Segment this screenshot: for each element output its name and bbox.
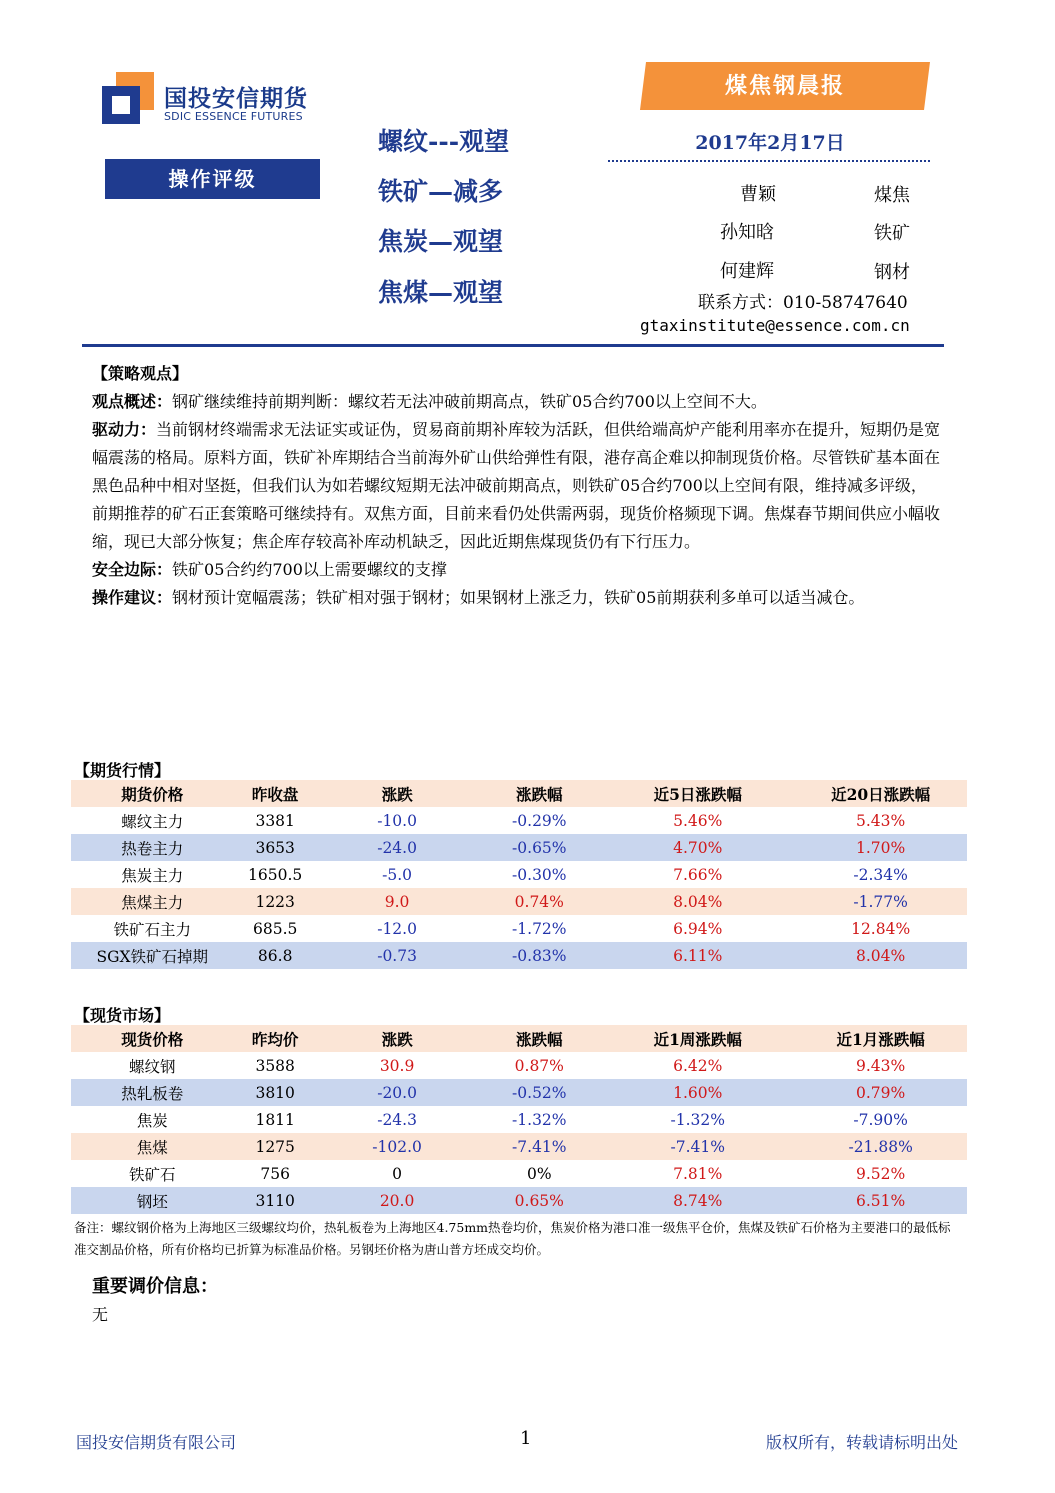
cell: -20.0	[317, 1079, 478, 1106]
cell: 螺纹主力	[121, 812, 184, 831]
cell: 焦煤	[71, 1133, 234, 1160]
cell: -0.30%	[512, 865, 567, 884]
cell: 0.79%	[794, 1079, 967, 1106]
cell: 5.43%	[856, 811, 906, 830]
cell: 钢坯	[71, 1187, 234, 1214]
cell: -10.0	[377, 811, 417, 830]
contact-phone: 联系方式：010-58747640	[698, 293, 908, 313]
cell: 4.70%	[601, 834, 794, 861]
key-info-title: 重要调价信息：	[92, 1276, 218, 1297]
cell: 1650.5	[248, 865, 303, 884]
column-header: 涨跌幅	[477, 780, 601, 807]
author-area: 煤焦	[874, 185, 910, 206]
cell: -0.73	[317, 942, 478, 969]
column-header: 昨均价	[234, 1025, 317, 1052]
table-row	[71, 1187, 967, 1214]
cell: -24.0	[317, 834, 478, 861]
cell: -21.88%	[794, 1133, 967, 1160]
advice-text: 钢材预计宽幅震荡；铁矿相对强于钢材；如果钢材上涨乏力，铁矿05前期获利多单可以适当减仓。	[172, 588, 865, 607]
cell: 6.11%	[601, 942, 794, 969]
table-row	[71, 861, 967, 888]
safety-label: 安全边际：	[92, 560, 173, 579]
cell: 8.74%	[601, 1187, 794, 1214]
cell: -2.34%	[853, 865, 908, 884]
logo-mark-icon	[102, 72, 154, 124]
cell: -0.52%	[477, 1079, 601, 1106]
cell: 3381	[255, 811, 295, 830]
column-header: 近5日涨跌幅	[601, 780, 794, 807]
table-row	[71, 1052, 967, 1079]
dotted-divider	[608, 160, 930, 162]
strategy-title: 【策略观点】	[92, 364, 189, 383]
column-header: 昨收盘	[234, 780, 317, 807]
safety-text: 铁矿05合约约700以上需要螺纹的支撑	[172, 560, 447, 579]
cell: 铁矿石主力	[113, 920, 192, 939]
cell: -0.65%	[477, 834, 601, 861]
cell: 685.5	[252, 919, 298, 938]
company-logo	[102, 72, 322, 132]
cell: -5.0	[382, 865, 413, 884]
cell: 3810	[234, 1079, 317, 1106]
cell: -7.41%	[601, 1133, 794, 1160]
cell: 20.0	[317, 1187, 478, 1214]
advice-label: 操作建议：	[92, 588, 173, 607]
cell: 30.9	[379, 1056, 415, 1075]
cell: 3588	[255, 1056, 295, 1075]
cell: -24.3	[377, 1110, 417, 1129]
driver-label: 驱动力：	[92, 420, 157, 439]
contact-email: gtaxinstitute@essence.com.cn	[640, 316, 910, 335]
cell: 7.66%	[673, 865, 723, 884]
table-row	[71, 915, 967, 942]
column-header: 近1周涨跌幅	[601, 1025, 794, 1052]
table-row	[71, 888, 967, 915]
cell: SGX铁矿石掉期	[71, 942, 234, 969]
driver-text: 当前钢材终端需求无法证实或证伪，贸易商前期补库较为活跃，但供给端高炉产能利用率亦在提升，短期仍是宽幅震荡的格局。原料方面，铁矿补库期结合当前海外矿山供给弹性有限，港存高企难以抑制现货价格。尽管铁矿基本面在黑色品种中相对坚挺，但我们认为如若螺纹短期无法冲破前期高点，则铁矿05合约700以上空间有限，维持减多评级，前期推荐的矿石正套策略可继续持有。双焦方面，目前来看仍处供需两弱，现货价格频现下调。焦煤春节期间供应小幅收缩，现已大部分恢复；焦企库存较高补库动机缺乏，因此近期焦煤现货仍有下行压力。	[92, 420, 941, 551]
cell: -0.29%	[512, 811, 567, 830]
cell: 3110	[234, 1187, 317, 1214]
cell: 1.70%	[794, 834, 967, 861]
author-area: 钢材	[874, 262, 910, 283]
key-info-body: 无	[92, 1305, 109, 1324]
table-row	[71, 1133, 967, 1160]
logo-english-name: SDIC ESSENCE FUTURES	[164, 110, 303, 123]
table-row	[71, 834, 967, 861]
strategy-section	[92, 360, 942, 612]
futures-section-label: 【期货行情】	[74, 761, 171, 780]
cell: 7.81%	[673, 1164, 723, 1183]
cell: 0.74%	[477, 888, 601, 915]
cell: 0%	[526, 1164, 552, 1183]
rating-rebar: 螺纹---观望	[378, 127, 510, 156]
header-divider	[82, 344, 944, 347]
cell: 5.46%	[673, 811, 723, 830]
cell: 8.04%	[601, 888, 794, 915]
author-name: 孙知晗	[720, 222, 774, 243]
column-header: 涨跌	[317, 780, 478, 807]
table-row	[71, 1106, 967, 1133]
rating-coke: 焦炭—观望	[378, 227, 504, 256]
overview-text: 钢矿继续维持前期判断：螺纹若无法冲破前期高点，铁矿05合约700以上空间不大。	[172, 392, 767, 411]
cell: -0.83%	[477, 942, 601, 969]
cell: -1.77%	[794, 888, 967, 915]
cell: 焦炭主力	[121, 866, 184, 885]
cell: 1.60%	[601, 1079, 794, 1106]
author-area: 铁矿	[874, 223, 910, 244]
page-number: 1	[520, 1428, 532, 1449]
table-header-row	[71, 1025, 967, 1052]
column-header: 涨跌	[317, 1025, 478, 1052]
cell: 9.0	[317, 888, 478, 915]
cell: -102.0	[317, 1133, 478, 1160]
cell: -7.41%	[477, 1133, 601, 1160]
table-row	[71, 1079, 967, 1106]
spot-table	[71, 1025, 967, 1214]
cell: 0.87%	[514, 1056, 564, 1075]
cell: 86.8	[234, 942, 317, 969]
cell: -1.72%	[512, 919, 567, 938]
column-header: 现货价格	[71, 1025, 234, 1052]
cell: 螺纹钢	[129, 1057, 176, 1076]
report-date: 2017年2月17日	[695, 132, 845, 154]
cell: 8.04%	[794, 942, 967, 969]
column-header: 期货价格	[71, 780, 234, 807]
cell: 756	[260, 1164, 290, 1183]
cell: 1275	[234, 1133, 317, 1160]
table-header-row	[71, 780, 967, 807]
cell: 1223	[234, 888, 317, 915]
footer-company: 国投安信期货有限公司	[76, 1433, 237, 1452]
author-name: 曹颖	[740, 184, 776, 205]
cell: 12.84%	[851, 919, 911, 938]
cell: 9.43%	[856, 1056, 906, 1075]
cell: 热卷主力	[71, 834, 234, 861]
column-header: 涨跌幅	[477, 1025, 601, 1052]
logo-chinese-name: 国投安信期货	[164, 86, 308, 112]
cell: -12.0	[377, 919, 417, 938]
cell: 6.42%	[673, 1056, 723, 1075]
overview-label: 观点概述：	[92, 392, 173, 411]
table-row	[71, 942, 967, 969]
rating-coking-coal: 焦煤—观望	[378, 278, 504, 307]
cell: 0	[392, 1164, 403, 1183]
cell: -1.32%	[512, 1110, 567, 1129]
footer-copyright: 版权所有，转载请标明出处	[766, 1433, 959, 1452]
rating-label-box: 操作评级	[105, 159, 320, 199]
cell: 1811	[255, 1110, 295, 1129]
table-footnote: 备注：螺纹钢价格为上海地区三级螺纹均价，热轧板卷为上海地区4.75mm热卷均价，焦炭价格为港口准一级焦平仓价，焦煤及铁矿石价格为主要港口的最低标准交割品价格，所有价格均已折算为标准品价格。另钢坯价格为唐山普方坯成交均价。	[74, 1220, 951, 1257]
cell: 热轧板卷	[71, 1079, 234, 1106]
author-name: 何建辉	[720, 261, 774, 282]
report-title: 煤焦钢晨报	[724, 73, 845, 99]
rating-iron-ore: 铁矿—减多	[378, 177, 504, 206]
cell: 3653	[234, 834, 317, 861]
spot-section-label: 【现货市场】	[74, 1006, 171, 1025]
cell: 铁矿石	[129, 1165, 176, 1184]
column-header: 近20日涨跌幅	[794, 780, 967, 807]
futures-table	[71, 780, 967, 969]
cell: 6.51%	[794, 1187, 967, 1214]
table-row	[71, 1160, 967, 1187]
cell: 9.52%	[856, 1164, 906, 1183]
table-row	[71, 807, 967, 834]
cell: -7.90%	[853, 1110, 908, 1129]
cell: -1.32%	[670, 1110, 725, 1129]
column-header: 近1月涨跌幅	[794, 1025, 967, 1052]
cell: 6.94%	[673, 919, 723, 938]
cell: 0.65%	[477, 1187, 601, 1214]
cell: 焦炭	[136, 1111, 168, 1130]
cell: 焦煤主力	[71, 888, 234, 915]
